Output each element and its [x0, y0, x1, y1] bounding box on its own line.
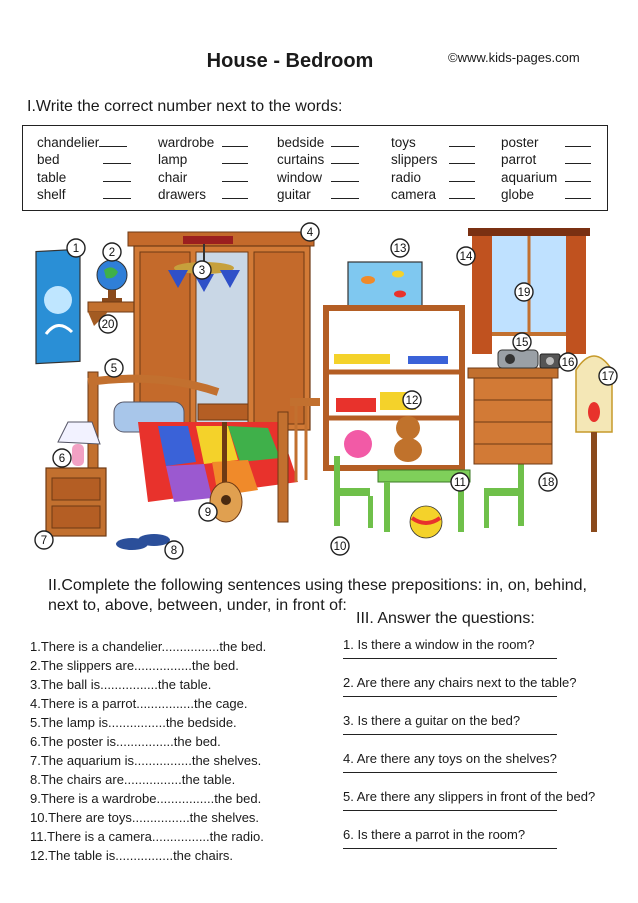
question-list — [343, 637, 595, 865]
word-item: wardrobe — [158, 134, 248, 151]
answer-line[interactable] — [343, 734, 557, 735]
scene-label — [99, 315, 117, 333]
answer-line[interactable] — [343, 848, 557, 849]
scene-label — [391, 239, 409, 257]
toys-icon — [334, 354, 448, 412]
word-item: camera — [391, 186, 475, 203]
scene-label — [103, 243, 121, 261]
scene-label — [513, 333, 531, 351]
svg-text:7: 7 — [40, 535, 48, 547]
word-column-5 — [501, 134, 591, 203]
word-item: guitar — [277, 186, 359, 203]
scene-label — [165, 541, 183, 559]
teddy-bear-icon — [394, 416, 422, 462]
question-item: 3. Is there a guitar on the bed? — [343, 713, 595, 751]
svg-text:19: 19 — [517, 287, 531, 299]
svg-text:12: 12 — [405, 395, 419, 407]
section2-instruction: II.Complete the following sentences using these prepositions: in, on, behind, next to, above, between, under, in front of: — [48, 577, 587, 614]
question-item: 2. Are there any chairs next to the table? — [343, 675, 595, 713]
scene-label — [403, 391, 421, 409]
answer-line[interactable] — [343, 772, 557, 773]
svg-text:6: 6 — [58, 453, 66, 465]
question-item: 1. Is there a window in the room? — [343, 637, 595, 675]
svg-text:8: 8 — [170, 545, 178, 557]
drawers-icon — [468, 368, 558, 464]
poster-icon — [36, 249, 80, 363]
svg-text:17: 17 — [601, 371, 615, 383]
word-item: parrot — [501, 151, 591, 168]
scene-label — [35, 531, 53, 549]
sentence-item: 12.The table is................the chairs. — [30, 848, 234, 863]
scene-label — [193, 261, 211, 279]
word-column-1 — [37, 134, 131, 203]
answer-line[interactable] — [343, 658, 557, 659]
svg-text:13: 13 — [393, 243, 407, 255]
svg-text:5: 5 — [110, 363, 118, 375]
sentence-item: 2.The slippers are................the bed. — [30, 658, 239, 673]
svg-text:16: 16 — [561, 357, 575, 369]
scene-label — [67, 239, 85, 257]
word-column-3 — [277, 134, 359, 203]
svg-text:14: 14 — [459, 251, 473, 263]
svg-text:20: 20 — [101, 319, 115, 331]
answer-line[interactable] — [343, 810, 557, 811]
wardrobe-icon — [128, 232, 314, 430]
sentence-item: 6.The poster is................the bed. — [30, 734, 221, 749]
sentence-item: 1.There is a chandelier................the bed. — [30, 639, 267, 654]
word-item: shelf — [37, 186, 131, 203]
sentence-item: 4.There is a parrot................the cage. — [30, 696, 248, 711]
word-item: bedside — [277, 134, 359, 151]
scene-label — [331, 537, 349, 555]
slippers-icon — [116, 534, 170, 550]
sentence-item: 10.There are toys................the shelves. — [30, 810, 260, 825]
scene-label — [457, 247, 475, 265]
aquarium-icon — [348, 262, 422, 306]
word-item: chair — [158, 169, 248, 186]
scene-label — [451, 473, 469, 491]
scene-label — [515, 283, 533, 301]
copyright-text: ©www.kids-pages.com — [448, 50, 580, 65]
section1-instruction: I.Write the correct number next to the words: — [27, 98, 343, 115]
word-item: aquarium — [501, 169, 591, 186]
svg-text:1: 1 — [72, 243, 80, 255]
sentence-list — [30, 637, 266, 865]
sentence-item: 3.The ball is................the table. — [30, 677, 212, 692]
svg-text:18: 18 — [541, 477, 555, 489]
question-item: 5. Are there any slippers in front of the bed? — [343, 789, 595, 827]
svg-text:10: 10 — [333, 541, 347, 553]
scene-label — [539, 473, 557, 491]
word-item: toys — [391, 134, 475, 151]
word-column-4 — [391, 134, 475, 203]
scene-label — [199, 503, 217, 521]
word-item: radio — [391, 169, 475, 186]
scene-label — [559, 353, 577, 371]
word-item: table — [37, 169, 131, 186]
scene-label — [301, 223, 319, 241]
word-column-2 — [158, 134, 248, 203]
word-item: poster — [501, 134, 591, 151]
scene-label — [599, 367, 617, 385]
word-item: globe — [501, 186, 591, 203]
svg-text:2: 2 — [108, 247, 116, 259]
sentence-item: 8.The chairs are................the table. — [30, 772, 236, 787]
sentence-item: 7.The aquarium is................the shelves. — [30, 753, 262, 768]
word-item: curtains — [277, 151, 359, 168]
svg-text:11: 11 — [454, 477, 466, 489]
word-item: slippers — [391, 151, 475, 168]
question-item: 6. Is there a parrot in the room? — [343, 827, 595, 865]
word-bank-box — [22, 125, 608, 211]
word-item: window — [277, 169, 359, 186]
word-item: drawers — [158, 186, 248, 203]
word-item: bed — [37, 151, 131, 168]
svg-text:4: 4 — [306, 227, 314, 239]
word-item: lamp — [158, 151, 248, 168]
word-item: chandelier — [37, 134, 131, 151]
svg-text:9: 9 — [204, 507, 212, 519]
globe-icon — [97, 260, 127, 302]
answer-line[interactable] — [343, 696, 557, 697]
camera-icon — [540, 354, 560, 368]
question-item: 4. Are there any toys on the shelves? — [343, 751, 595, 789]
sentence-item: 5.The lamp is................the bedside. — [30, 715, 237, 730]
page-title: House - Bedroom — [206, 50, 374, 72]
section3-instruction: III. Answer the questions: — [356, 610, 535, 627]
bedroom-illustration — [28, 222, 615, 562]
sentence-item: 9.There is a wardrobe................the bed. — [30, 791, 262, 806]
ball-icon — [344, 430, 442, 538]
radio-icon — [498, 350, 538, 368]
sentence-item: 11.There is a camera................the radio. — [30, 829, 264, 844]
svg-text:3: 3 — [198, 265, 206, 277]
svg-text:15: 15 — [515, 337, 529, 349]
bedside-table-icon — [46, 468, 106, 536]
scene-label — [53, 449, 71, 467]
scene-label — [105, 359, 123, 377]
